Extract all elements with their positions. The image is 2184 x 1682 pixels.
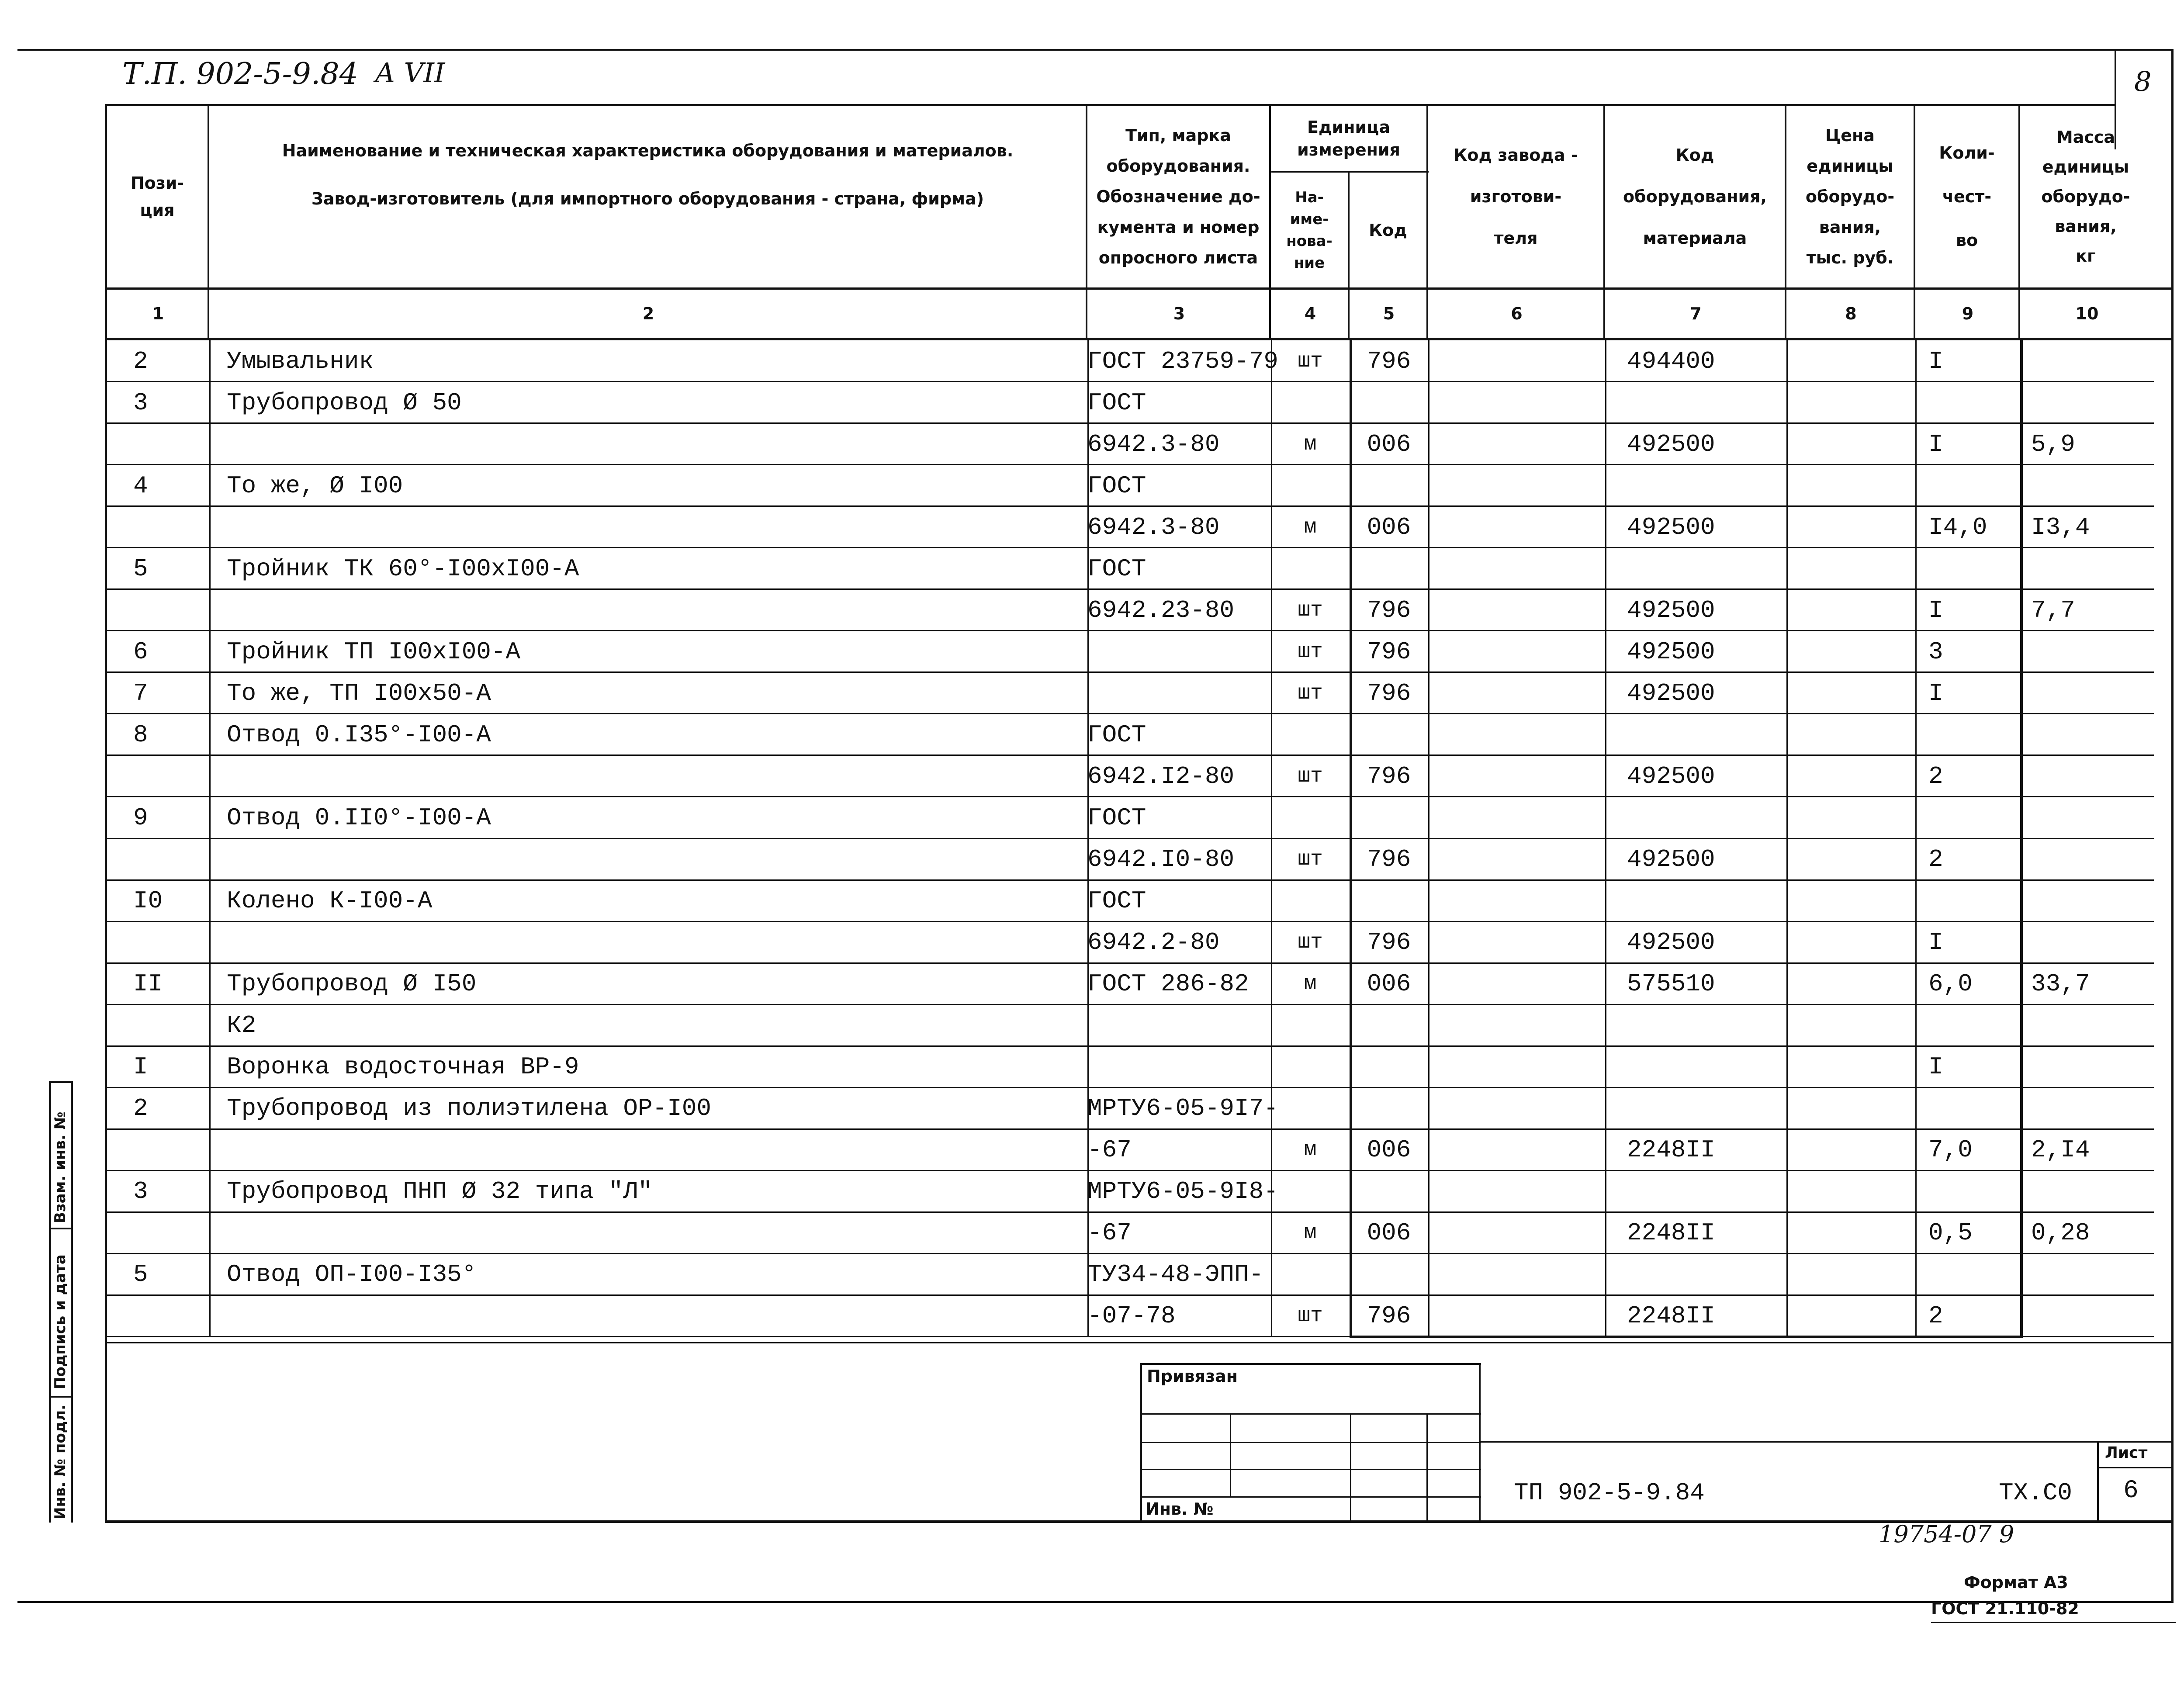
cell-equip-code: 492500 bbox=[1627, 513, 1715, 541]
cell-name: Трубопровод ПНП Ø 32 типа "Л" bbox=[227, 1177, 653, 1205]
cell-type: МРТУ6-05-9I8- bbox=[1087, 1177, 1278, 1205]
header-name: Наименование и техническая характеристика оборудования и материалов. Завод-изготовитель (для импортного оборудования - страна, фирма) bbox=[282, 141, 1014, 208]
cell-name: Умывальник bbox=[227, 347, 374, 375]
cell-pos: 7 bbox=[133, 679, 148, 707]
cell-pos: I0 bbox=[133, 887, 163, 915]
cell-equip-code: 2248II bbox=[1627, 1136, 1715, 1164]
column-number: 9 bbox=[1962, 304, 1974, 323]
cell-unit: м bbox=[1304, 1138, 1317, 1162]
cell-unit: шт bbox=[1298, 599, 1323, 622]
cell-name: Трубопровод из полиэтилена ОР-I00 bbox=[227, 1094, 711, 1122]
cell-unit: шт bbox=[1298, 765, 1323, 788]
cell-name: Воронка водосточная ВР-9 bbox=[227, 1053, 579, 1081]
cell-equip-code: 2248II bbox=[1627, 1302, 1715, 1330]
cell-unit: шт bbox=[1298, 1304, 1323, 1328]
cell-unit-code: 796 bbox=[1367, 679, 1411, 707]
cell-unit-code: 796 bbox=[1367, 638, 1411, 666]
cell-qty: I bbox=[1928, 1053, 1943, 1081]
footer-gost: ГОСТ 21.110-82 bbox=[1931, 1599, 2079, 1618]
margin-inv-podl: Инв. № подл. bbox=[52, 1404, 69, 1519]
cell-qty: 7,0 bbox=[1928, 1136, 1973, 1164]
cell-type: -07-78 bbox=[1087, 1302, 1176, 1330]
cell-pos: II bbox=[133, 970, 163, 998]
cell-unit-code: 796 bbox=[1367, 596, 1411, 624]
cell-type: ГОСТ bbox=[1087, 555, 1146, 583]
column-number: 5 bbox=[1383, 304, 1395, 323]
header-price: Цена единицы оборудо- вания, тыс. руб. bbox=[1805, 126, 1895, 267]
cell-qty: 6,0 bbox=[1928, 970, 1973, 998]
cell-equip-code: 492500 bbox=[1627, 762, 1715, 790]
cell-type: ГОСТ 23759-79 bbox=[1087, 347, 1278, 375]
cell-unit: м bbox=[1304, 1221, 1317, 1245]
cell-qty: 2 bbox=[1928, 845, 1943, 873]
cell-type: 6942.I2-80 bbox=[1087, 762, 1235, 790]
cell-unit: м bbox=[1304, 972, 1317, 996]
cell-equip-code: 2248II bbox=[1627, 1219, 1715, 1247]
cell-pos: 2 bbox=[133, 347, 148, 375]
cell-unit: м bbox=[1304, 433, 1317, 456]
cell-unit: шт bbox=[1298, 640, 1323, 664]
cell-unit-code: 006 bbox=[1367, 970, 1411, 998]
column-number: 1 bbox=[152, 304, 164, 323]
cell-equip-code: 494400 bbox=[1627, 347, 1715, 375]
header-unit-code: Код bbox=[1369, 220, 1407, 240]
cell-name: К2 bbox=[227, 1011, 256, 1039]
cell-type: 6942.23-80 bbox=[1087, 596, 1235, 624]
cell-type: ГОСТ bbox=[1087, 389, 1146, 417]
cell-pos: 6 bbox=[133, 638, 148, 666]
cell-name: Трубопровод Ø I50 bbox=[227, 970, 477, 998]
cell-equip-code: 492500 bbox=[1627, 928, 1715, 956]
cell-unit-code: 006 bbox=[1367, 1136, 1411, 1164]
cell-pos: I bbox=[133, 1053, 148, 1081]
cell-unit: шт bbox=[1298, 350, 1323, 373]
column-number: 3 bbox=[1173, 304, 1185, 323]
margin-vzam-inv: Взам. инв. № bbox=[52, 1111, 69, 1223]
cell-name: Отвод 0.II0°-I00-А bbox=[227, 804, 491, 832]
cell-pos: 5 bbox=[133, 1260, 148, 1288]
cell-pos: 3 bbox=[133, 389, 148, 417]
header-mass: Масса единицы оборудо- вания, кг bbox=[2041, 128, 2130, 266]
header-unit-group: Единица измерения bbox=[1297, 118, 1400, 159]
cell-type: 6942.2-80 bbox=[1087, 928, 1220, 956]
column-number: 8 bbox=[1845, 304, 1857, 323]
column-number: 2 bbox=[642, 304, 654, 323]
cell-type: ГОСТ bbox=[1087, 804, 1146, 832]
header-unit-name: На- име- нова- ние bbox=[1286, 188, 1333, 272]
corner-sheet-number: 8 bbox=[2134, 66, 2152, 97]
cell-unit-code: 796 bbox=[1367, 762, 1411, 790]
cell-mass: 33,7 bbox=[2031, 970, 2090, 998]
cell-name: То же, ТП I00х50-А bbox=[227, 679, 491, 707]
stamp-document-code: ТП 902-5-9.84 bbox=[1514, 1479, 1705, 1507]
cell-unit: шт bbox=[1298, 848, 1323, 871]
cell-qty: 2 bbox=[1928, 762, 1943, 790]
cell-equip-code: 492500 bbox=[1627, 679, 1715, 707]
cell-type: ГОСТ bbox=[1087, 887, 1146, 915]
cell-equip-code: 492500 bbox=[1627, 845, 1715, 873]
cell-qty: 2 bbox=[1928, 1302, 1943, 1330]
cell-unit-code: 006 bbox=[1367, 1219, 1411, 1247]
cell-name: Тройник ТП I00хI00-А bbox=[227, 638, 521, 666]
cell-type: 6942.3-80 bbox=[1087, 430, 1220, 458]
stamp-mark: ТХ.С0 bbox=[1999, 1479, 2073, 1507]
cell-unit-code: 796 bbox=[1367, 845, 1411, 873]
cell-qty: 0,5 bbox=[1928, 1219, 1973, 1247]
cell-mass: 5,9 bbox=[2031, 430, 2075, 458]
cell-equip-code: 492500 bbox=[1627, 430, 1715, 458]
cell-type: 6942.I0-80 bbox=[1087, 845, 1235, 873]
cell-type: ГОСТ 286-82 bbox=[1087, 970, 1249, 998]
cell-name: Колено К-I00-А bbox=[227, 887, 433, 915]
cell-unit-code: 006 bbox=[1367, 513, 1411, 541]
cell-type: ТУ34-48-ЭПП- bbox=[1087, 1260, 1264, 1288]
cell-name: Тройник ТК 60°-I00хI00-А bbox=[227, 555, 579, 583]
cell-name: То же, Ø I00 bbox=[227, 472, 403, 500]
column-number: 7 bbox=[1690, 304, 1702, 323]
footer-format: Формат А3 bbox=[1964, 1573, 2068, 1592]
cell-name: Трубопровод Ø 50 bbox=[227, 389, 462, 417]
cell-pos: 5 bbox=[133, 555, 148, 583]
cell-unit: шт bbox=[1298, 931, 1323, 954]
cell-qty: I bbox=[1928, 596, 1943, 624]
cell-type: 6942.3-80 bbox=[1087, 513, 1220, 541]
cell-mass: 0,28 bbox=[2031, 1219, 2090, 1247]
column-number: 4 bbox=[1304, 304, 1316, 323]
cell-qty: I bbox=[1928, 430, 1943, 458]
stamp-inv-no: Инв. № bbox=[1146, 1499, 1214, 1519]
cell-type: -67 bbox=[1087, 1219, 1132, 1247]
archive-number: 19754-07 9 bbox=[1879, 1520, 2014, 1548]
cell-pos: 9 bbox=[133, 804, 148, 832]
document-code: Т.П. 902-5-9.84 bbox=[122, 57, 358, 91]
cell-mass: 2,I4 bbox=[2031, 1136, 2090, 1164]
album-number: А VII bbox=[375, 57, 445, 89]
header-position: Пози- ция bbox=[130, 173, 184, 220]
column-number: 10 bbox=[2075, 304, 2099, 323]
cell-equip-code: 575510 bbox=[1627, 970, 1715, 998]
header-factory-code: Код завода - изготови- теля bbox=[1454, 145, 1578, 248]
cell-pos: 8 bbox=[133, 721, 148, 749]
cell-unit-code: 796 bbox=[1367, 928, 1411, 956]
cell-unit-code: 006 bbox=[1367, 430, 1411, 458]
cell-mass: 7,7 bbox=[2031, 596, 2075, 624]
cell-pos: 4 bbox=[133, 472, 148, 500]
cell-qty: 3 bbox=[1928, 638, 1943, 666]
cell-type: ГОСТ bbox=[1087, 721, 1146, 749]
cell-equip-code: 492500 bbox=[1627, 596, 1715, 624]
cell-type: ГОСТ bbox=[1087, 472, 1146, 500]
cell-equip-code: 492500 bbox=[1627, 638, 1715, 666]
cell-qty: I bbox=[1928, 347, 1943, 375]
cell-type: -67 bbox=[1087, 1136, 1132, 1164]
cell-type: МРТУ6-05-9I7- bbox=[1087, 1094, 1278, 1122]
cell-pos: 2 bbox=[133, 1094, 148, 1122]
cell-unit: м bbox=[1304, 516, 1317, 539]
stamp-sheet-label: Лист bbox=[2105, 1444, 2148, 1462]
cell-mass: I3,4 bbox=[2031, 513, 2090, 541]
stamp-privyazan: Привязан bbox=[1147, 1367, 1238, 1386]
margin-podpis-data: Подпись и дата bbox=[52, 1254, 69, 1389]
header-equipment-code: Код оборудования, материала bbox=[1623, 145, 1767, 248]
cell-unit-code: 796 bbox=[1367, 1302, 1411, 1330]
cell-pos: 3 bbox=[133, 1177, 148, 1205]
header-quantity: Коли- чест- во bbox=[1939, 143, 1995, 250]
cell-qty: I bbox=[1928, 679, 1943, 707]
cell-unit: шт bbox=[1298, 682, 1323, 705]
header-type: Тип, марка оборудования. Обозначение до- кумента и номер опросного листа bbox=[1096, 126, 1260, 267]
cell-name: Отвод 0.I35°-I00-А bbox=[227, 721, 491, 749]
cell-name: Отвод ОП-I00-I35° bbox=[227, 1260, 477, 1288]
cell-unit-code: 796 bbox=[1367, 347, 1411, 375]
stamp-sheet-number: 6 bbox=[2123, 1477, 2139, 1505]
cell-qty: I4,0 bbox=[1928, 513, 1987, 541]
column-number: 6 bbox=[1511, 304, 1523, 323]
cell-qty: I bbox=[1928, 928, 1943, 956]
